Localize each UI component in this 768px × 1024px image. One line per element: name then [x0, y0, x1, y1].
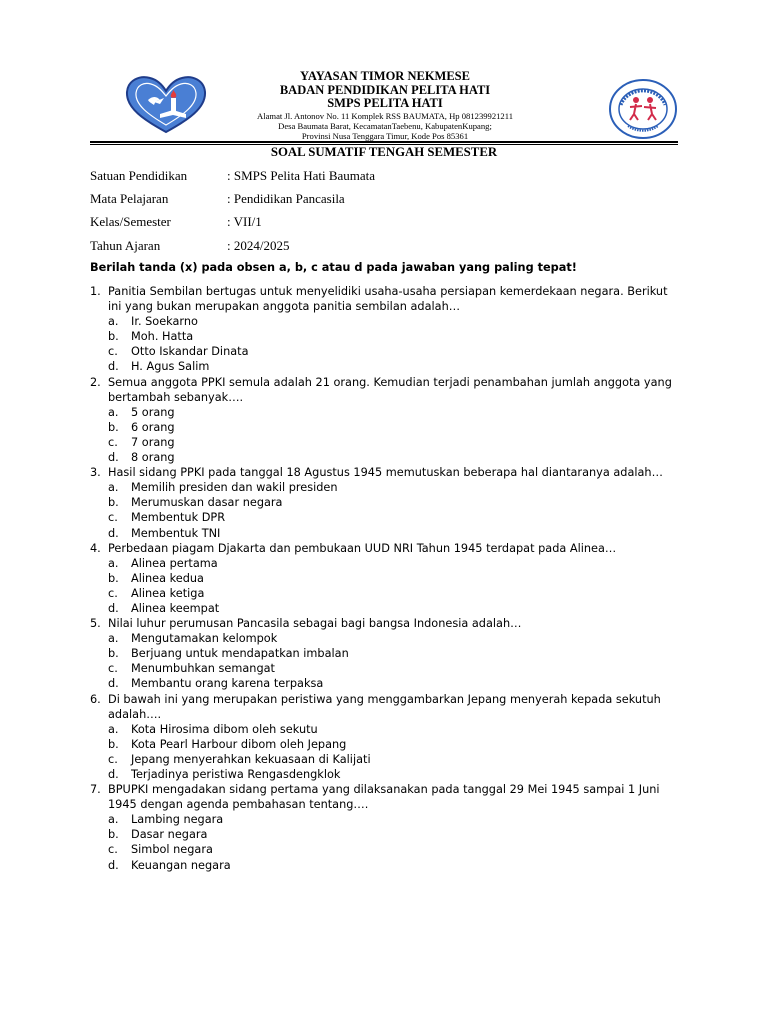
- option-item: [90, 858, 680, 873]
- option-letter: b.: [108, 828, 119, 842]
- info-value: : SMPS Pelita Hati Baumata: [227, 168, 376, 183]
- option-list: [90, 405, 680, 465]
- option-letter: d.: [108, 677, 119, 691]
- info-row: [90, 190, 690, 213]
- question-number: 2.: [90, 375, 101, 389]
- option-item: [90, 737, 680, 752]
- option-letter: a.: [108, 632, 119, 646]
- option-list: [90, 722, 680, 782]
- option-letter: c.: [108, 511, 118, 525]
- option-letter: d.: [108, 526, 119, 540]
- option-text: Lambing negara: [131, 813, 224, 827]
- option-letter: d.: [108, 451, 119, 465]
- option-text: Merumuskan dasar negara: [131, 496, 283, 510]
- option-text: Alinea kedua: [131, 571, 204, 585]
- option-item: [90, 676, 680, 691]
- option-letter: d.: [108, 360, 119, 374]
- letterhead: [90, 68, 680, 146]
- question-item: [90, 284, 680, 375]
- option-text: Membentuk DPR: [131, 511, 226, 525]
- info-value: : Pendidikan Pancasila: [227, 191, 345, 207]
- option-item: [90, 420, 680, 435]
- info-row: [90, 237, 690, 260]
- question-item: [90, 465, 680, 540]
- option-text: 7 orang: [131, 435, 175, 449]
- info-value: : VII/1: [227, 214, 262, 230]
- address-line-3: Provinsi Nusa Tenggara Timur, Kode Pos 85361: [301, 130, 469, 141]
- option-letter: c.: [108, 586, 118, 600]
- option-letter: b.: [108, 571, 119, 585]
- option-item: [90, 329, 680, 344]
- option-list: [90, 314, 680, 374]
- header-divider-thick: [90, 141, 678, 143]
- question-text: Panitia Sembilan bertugas untuk menyelidiki usaha-usaha persiapan kemerdekaan negara. Berikut ini yang bukan merupakan anggota panitia sembilan adalah…: [108, 285, 668, 314]
- option-letter: a.: [108, 315, 119, 329]
- option-letter: b.: [108, 330, 119, 344]
- option-text: Simbol negara: [131, 843, 213, 857]
- option-letter: b.: [108, 737, 119, 751]
- option-text: 5 orang: [131, 405, 175, 419]
- exam-info: [90, 167, 690, 260]
- question-text: Di bawah ini yang merupakan peristiwa yang menggambarkan Jepang menyerah kepada sekutuh adalah….: [108, 692, 661, 721]
- option-item: [90, 526, 680, 541]
- question-item: [90, 692, 680, 783]
- option-letter: d.: [108, 601, 119, 615]
- option-item: [90, 586, 680, 601]
- option-letter: a.: [108, 556, 119, 570]
- info-label: Kelas/Semester: [90, 214, 171, 230]
- address-line-1: Alamat Jl. Antonov No. 11 Komplek RSS BAUMATA, Hp 081239921211: [256, 110, 513, 121]
- option-text: Jepang menyerahkan kekuasaan di Kalijati: [131, 752, 371, 766]
- option-list: [90, 812, 680, 872]
- option-text: Mengutamakan kelompok: [131, 632, 278, 646]
- option-letter: d.: [108, 768, 119, 781]
- question-item: [90, 541, 680, 616]
- option-text: Alinea keempat: [131, 601, 220, 615]
- option-item: [90, 812, 680, 827]
- option-letter: c.: [108, 752, 118, 766]
- option-item: [90, 495, 680, 510]
- question-text: Perbedaan piagam Djakarta dan pembukaan UUD NRI Tahun 1945 terdapat pada Alinea…: [108, 541, 617, 555]
- option-text: H. Agus Salim: [131, 360, 210, 374]
- option-item: [90, 752, 680, 767]
- option-item: [90, 344, 680, 359]
- option-item: [90, 661, 680, 676]
- letterhead-text: [210, 70, 560, 141]
- question-text: Hasil sidang PPKI pada tanggal 18 Agustus 1945 memutuskan beberapa hal diantaranya adalah…: [108, 466, 663, 480]
- option-text: Kota Hirosima dibom oleh sekutu: [131, 722, 318, 736]
- option-text: Otto Iskandar Dinata: [131, 345, 249, 359]
- info-row: [90, 213, 690, 236]
- option-text: Membantu orang karena terpaksa: [131, 677, 324, 691]
- question-item: [90, 616, 680, 691]
- question-text: BPUPKI mengadakan sidang pertama yang dilaksanakan pada tanggal 29 Mei 1945 sampai 1 Juni 1945 dengan agenda pembahasan tentang….: [108, 783, 660, 812]
- option-item: [90, 435, 680, 450]
- address-line-2: Desa Baumata Barat, KecamatanTaebenu, KabupatenKupang;: [278, 120, 492, 131]
- info-label: Satuan Pendidikan: [90, 168, 188, 183]
- option-letter: c.: [108, 843, 118, 857]
- foundation-seal-logo: [608, 78, 678, 140]
- question-number: 4.: [90, 541, 101, 555]
- option-text: Alinea ketiga: [131, 586, 205, 600]
- option-letter: d.: [108, 858, 119, 872]
- option-text: Membentuk TNI: [131, 526, 221, 540]
- option-letter: a.: [108, 813, 119, 827]
- option-item: [90, 571, 680, 586]
- option-text: 8 orang: [131, 451, 175, 465]
- question-number: 5.: [90, 617, 101, 631]
- info-row: [90, 167, 690, 190]
- option-letter: b.: [108, 420, 119, 434]
- option-letter: c.: [108, 662, 118, 676]
- option-letter: a.: [108, 405, 119, 419]
- option-letter: a.: [108, 481, 119, 495]
- option-text: Terjadinya peristiwa Rengasdengklok: [131, 768, 341, 781]
- option-text: Menumbuhkan semangat: [131, 662, 275, 676]
- option-item: [90, 631, 680, 646]
- board-name: BADAN PENDIDIKAN PELITA HATI: [279, 82, 491, 97]
- option-item: [90, 556, 680, 571]
- option-list: [90, 480, 680, 540]
- question-number: 6.: [90, 692, 101, 706]
- question-item: [90, 782, 680, 873]
- option-item: [90, 722, 680, 737]
- option-letter: b.: [108, 496, 119, 510]
- option-text: 6 orang: [131, 420, 175, 434]
- question-text: Semua anggota PPKI semula adalah 21 orang. Kemudian terjadi penambahan jumlah anggota yang bertambah sebanyak….: [108, 375, 672, 404]
- option-text: Ir. Soekarno: [131, 315, 198, 329]
- option-text: Berjuang untuk mendapatkan imbalan: [131, 647, 349, 661]
- option-text: Kota Pearl Harbour dibom oleh Jepang: [131, 737, 347, 751]
- question-text: Nilai luhur perumusan Pancasila sebagai bagi bangsa Indonesia adalah…: [108, 617, 522, 631]
- option-text: Moh. Hatta: [131, 330, 194, 344]
- option-text: Memilih presiden dan wakil presiden: [131, 481, 338, 495]
- option-item: [90, 359, 680, 374]
- option-list: [90, 556, 680, 616]
- foundation-name: YAYASAN TIMOR NEKMESE: [300, 69, 470, 83]
- school-name: SMPS PELITA HATI: [327, 96, 443, 110]
- option-letter: b.: [108, 647, 119, 661]
- question-item: [90, 375, 680, 466]
- info-label: Mata Pelajaran: [90, 191, 169, 207]
- option-text: Keuangan negara: [131, 858, 231, 872]
- question-number: 3.: [90, 466, 101, 480]
- instruction-text: Berilah tanda (x) pada obsen a, b, c atau d pada jawaban yang paling tepat!: [90, 261, 577, 274]
- option-text: Alinea pertama: [131, 556, 218, 570]
- question-number: 7.: [90, 783, 101, 797]
- option-item: [90, 510, 680, 525]
- option-letter: a.: [108, 722, 119, 736]
- question-number: 1.: [90, 285, 101, 298]
- school-heart-logo: [124, 74, 208, 134]
- option-item: [90, 601, 680, 616]
- option-item: [90, 314, 680, 329]
- question-list: [90, 284, 680, 873]
- option-letter: c.: [108, 345, 118, 359]
- info-label: Tahun Ajaran: [90, 237, 161, 253]
- option-item: [90, 767, 680, 782]
- option-item: [90, 646, 680, 661]
- option-item: [90, 827, 680, 842]
- option-item: [90, 405, 680, 420]
- option-list: [90, 631, 680, 691]
- option-letter: c.: [108, 435, 118, 449]
- option-item: [90, 480, 680, 495]
- option-item: [90, 842, 680, 857]
- option-text: Dasar negara: [131, 828, 208, 842]
- exam-title: SOAL SUMATIF TENGAH SEMESTER: [270, 145, 498, 159]
- info-value: : 2024/2025: [227, 237, 290, 253]
- option-item: [90, 450, 680, 465]
